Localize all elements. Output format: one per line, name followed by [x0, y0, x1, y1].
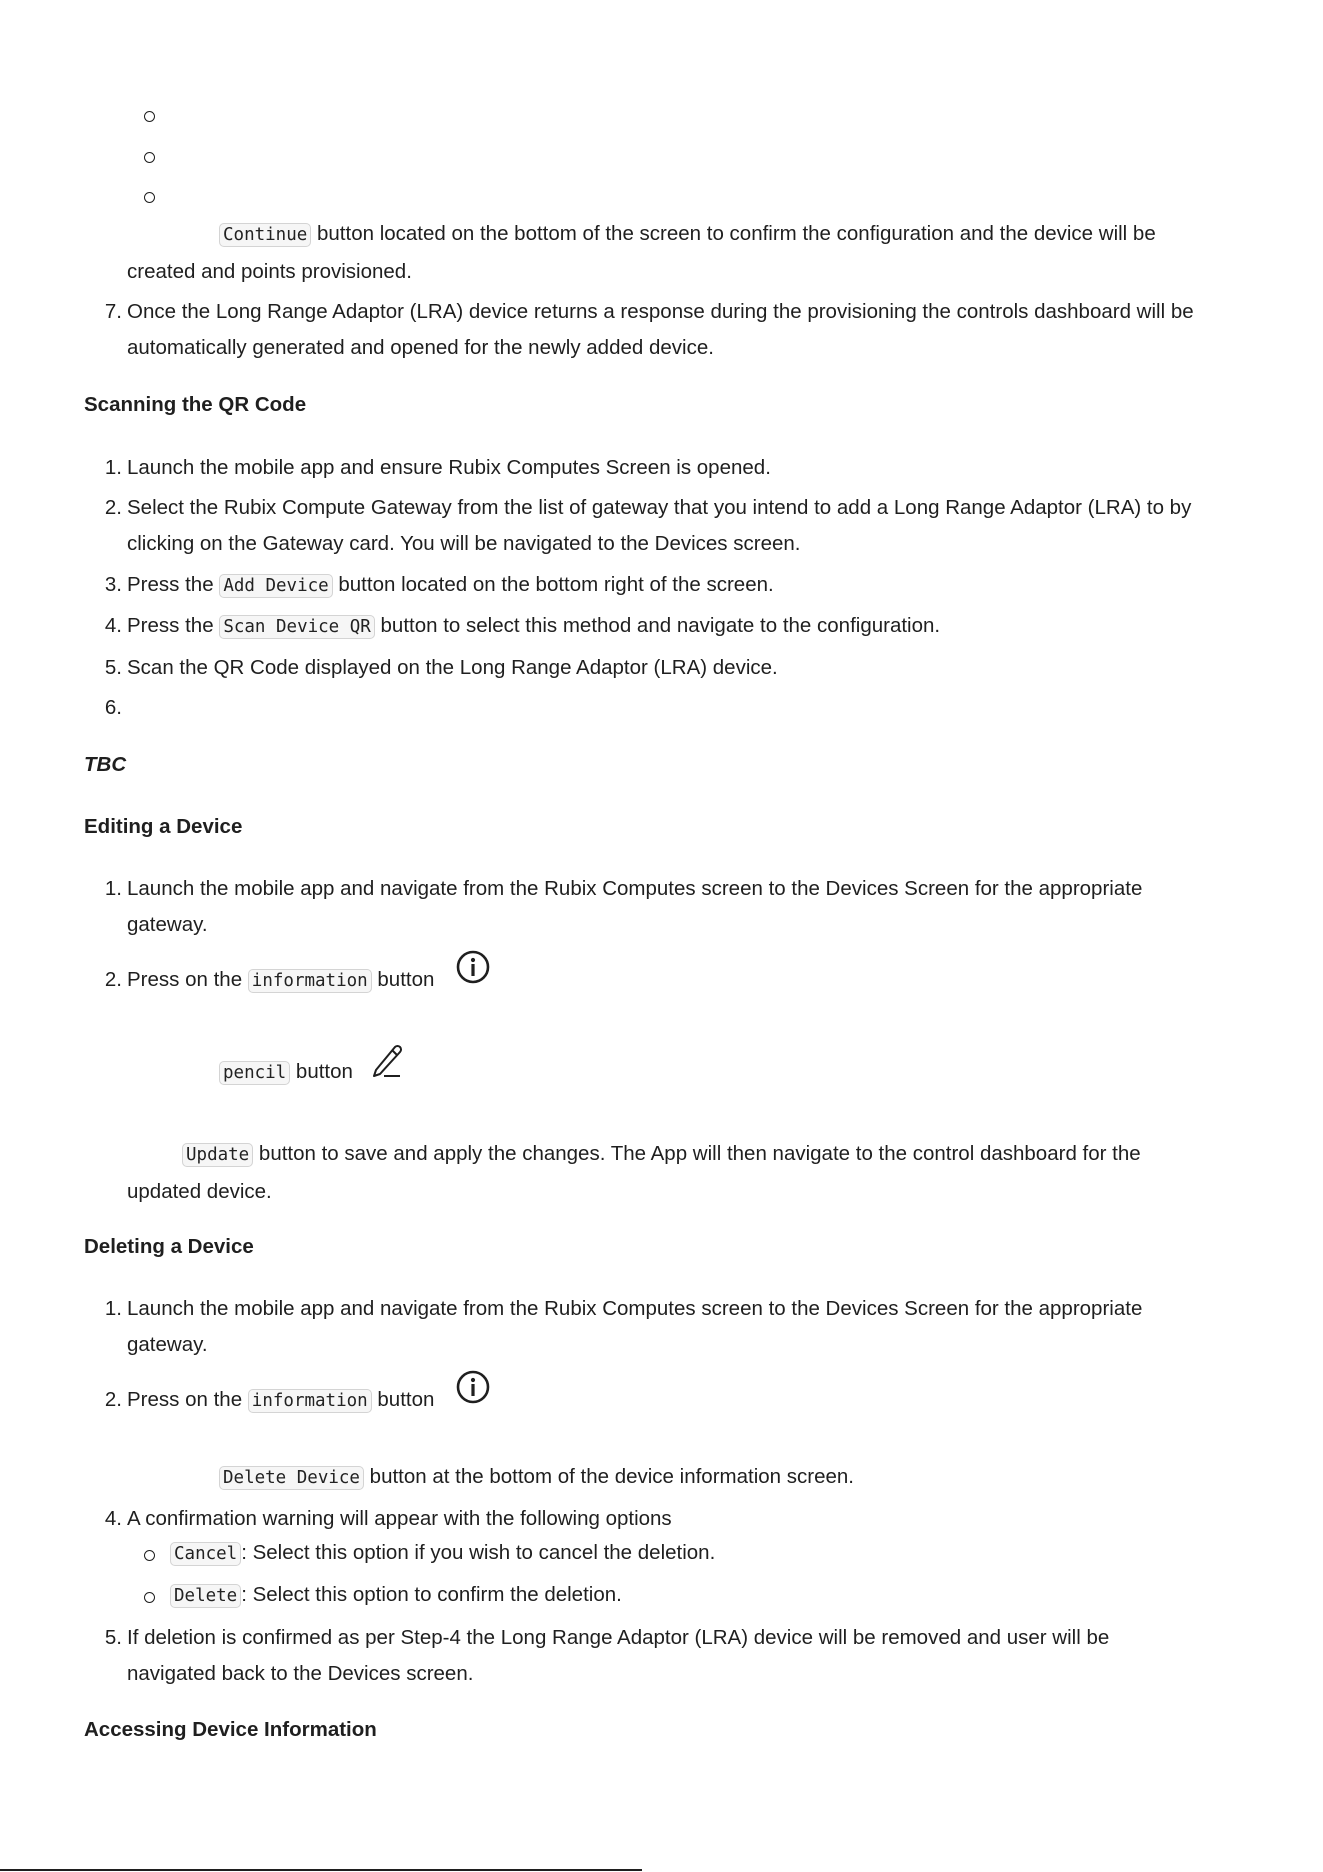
del-item2-text [127, 1388, 434, 1412]
delete-device-code: Delete Device [219, 1466, 364, 1490]
del-item1-line1: Launch the mobile app and navigate from the Rubix Computes screen to the Devices Screen for the appropriate [127, 1297, 1143, 1320]
item7-number: 7. [104, 300, 122, 323]
delete-device-post: button at the bottom of the device information screen. [369, 1465, 854, 1488]
pencil-post: button [295, 1060, 353, 1083]
del-item4-number: 4. [104, 1507, 122, 1530]
edit-item1-line2: gateway. [127, 913, 208, 936]
scan-item4-text [127, 614, 940, 638]
edit-item2-number: 2. [104, 968, 122, 991]
scan-item1-text: Launch the mobile app and ensure Rubix Computes Screen is opened. [127, 456, 771, 479]
scan-device-qr-code: Scan Device QR [219, 615, 375, 639]
del-item5-number: 5. [104, 1626, 122, 1649]
del-item4-text: A confirmation warning will appear with the following options [127, 1507, 672, 1530]
scan-item3-text [127, 573, 774, 597]
update-code: Update [182, 1143, 253, 1167]
continue-text-2: created and points provisioned. [127, 260, 412, 283]
tbc-label: TBC [84, 753, 127, 776]
bullet-empty-2 [144, 152, 155, 163]
delete-opt-text: : Select this option to confirm the deletion. [241, 1583, 622, 1606]
del-item5-line1: If deletion is confirmed as per Step-4 the Long Range Adaptor (LRA) device will be removed and user will be [127, 1626, 1110, 1649]
del-item2-post: button [377, 1388, 435, 1411]
update-text: button to save and apply the changes. The App will then navigate to the control dashboard for the [258, 1142, 1141, 1165]
cancel-text: : Select this option if you wish to cancel the deletion. [241, 1541, 716, 1564]
scanning-heading: Scanning the QR Code [84, 393, 307, 416]
update-line [182, 1142, 1141, 1166]
scan-item6-number: 6. [104, 696, 122, 719]
update-text-2: updated device. [127, 1180, 272, 1203]
pencil-code: pencil [219, 1061, 290, 1085]
scan-item2-number: 2. [104, 496, 122, 519]
info-circle-icon [456, 1370, 490, 1404]
continue-text: button located on the bottom of the screen to confirm the configuration and the device will be [317, 222, 1156, 245]
scan-item4-pre: Press the [127, 614, 214, 637]
del-item5-line2: navigated back to the Devices screen. [127, 1662, 474, 1685]
bullet-delete [144, 1592, 155, 1603]
delete-opt-code: Delete [170, 1584, 241, 1608]
cancel-option [170, 1541, 715, 1565]
scan-item3-post: button located on the bottom right of the screen. [338, 573, 774, 596]
cancel-code: Cancel [170, 1542, 241, 1566]
edit-item1-line1: Launch the mobile app and navigate from the Rubix Computes screen to the Devices Screen for the appropriate [127, 877, 1143, 900]
delete-device-line [219, 1465, 854, 1489]
del-item1-line2: gateway. [127, 1333, 208, 1356]
edit-item1-number: 1. [104, 877, 122, 900]
edit-item2-pre: Press on the [127, 968, 243, 991]
bullet-empty-3 [144, 192, 155, 203]
scan-item1-number: 1. [104, 456, 122, 479]
scan-item3-number: 3. [104, 573, 122, 596]
bullet-empty-1 [144, 111, 155, 122]
scan-item5-number: 5. [104, 656, 122, 679]
add-device-code: Add Device [219, 574, 332, 598]
scan-item4-post: button to select this method and navigate to the configuration. [380, 614, 941, 637]
item7-line1: Once the Long Range Adaptor (LRA) device returns a response during the provisioning the controls dashboard will be [127, 300, 1194, 323]
info-circle-icon [456, 950, 490, 984]
continue-line [219, 222, 1156, 246]
del-item2-number: 2. [104, 1388, 122, 1411]
delete-option [170, 1583, 622, 1607]
del-item1-number: 1. [104, 1297, 122, 1320]
pencil-line [219, 1060, 353, 1084]
information-code-2: information [248, 1389, 372, 1413]
bullet-cancel [144, 1550, 155, 1561]
scan-item2-line2: clicking on the Gateway card. You will be navigated to the Devices screen. [127, 532, 801, 555]
del-item2-pre: Press on the [127, 1388, 243, 1411]
edit-item2-post: button [377, 968, 435, 991]
deleting-heading: Deleting a Device [84, 1235, 254, 1258]
accessing-heading: Accessing Device Information [84, 1718, 377, 1741]
editing-heading: Editing a Device [84, 815, 243, 838]
edit-item2-text [127, 968, 434, 992]
scan-item3-pre: Press the [127, 573, 214, 596]
item7-line2: automatically generated and opened for the newly added device. [127, 336, 714, 359]
continue-code: Continue [219, 223, 311, 247]
page-bottom-rule [0, 1869, 642, 1871]
scan-item2-line1: Select the Rubix Compute Gateway from the list of gateway that you intend to add a Long Range Adaptor (LRA) to by [127, 496, 1192, 519]
pencil-icon [370, 1040, 406, 1078]
scan-item4-number: 4. [104, 614, 122, 637]
scan-item5-text: Scan the QR Code displayed on the Long Range Adaptor (LRA) device. [127, 656, 778, 679]
information-code: information [248, 969, 372, 993]
